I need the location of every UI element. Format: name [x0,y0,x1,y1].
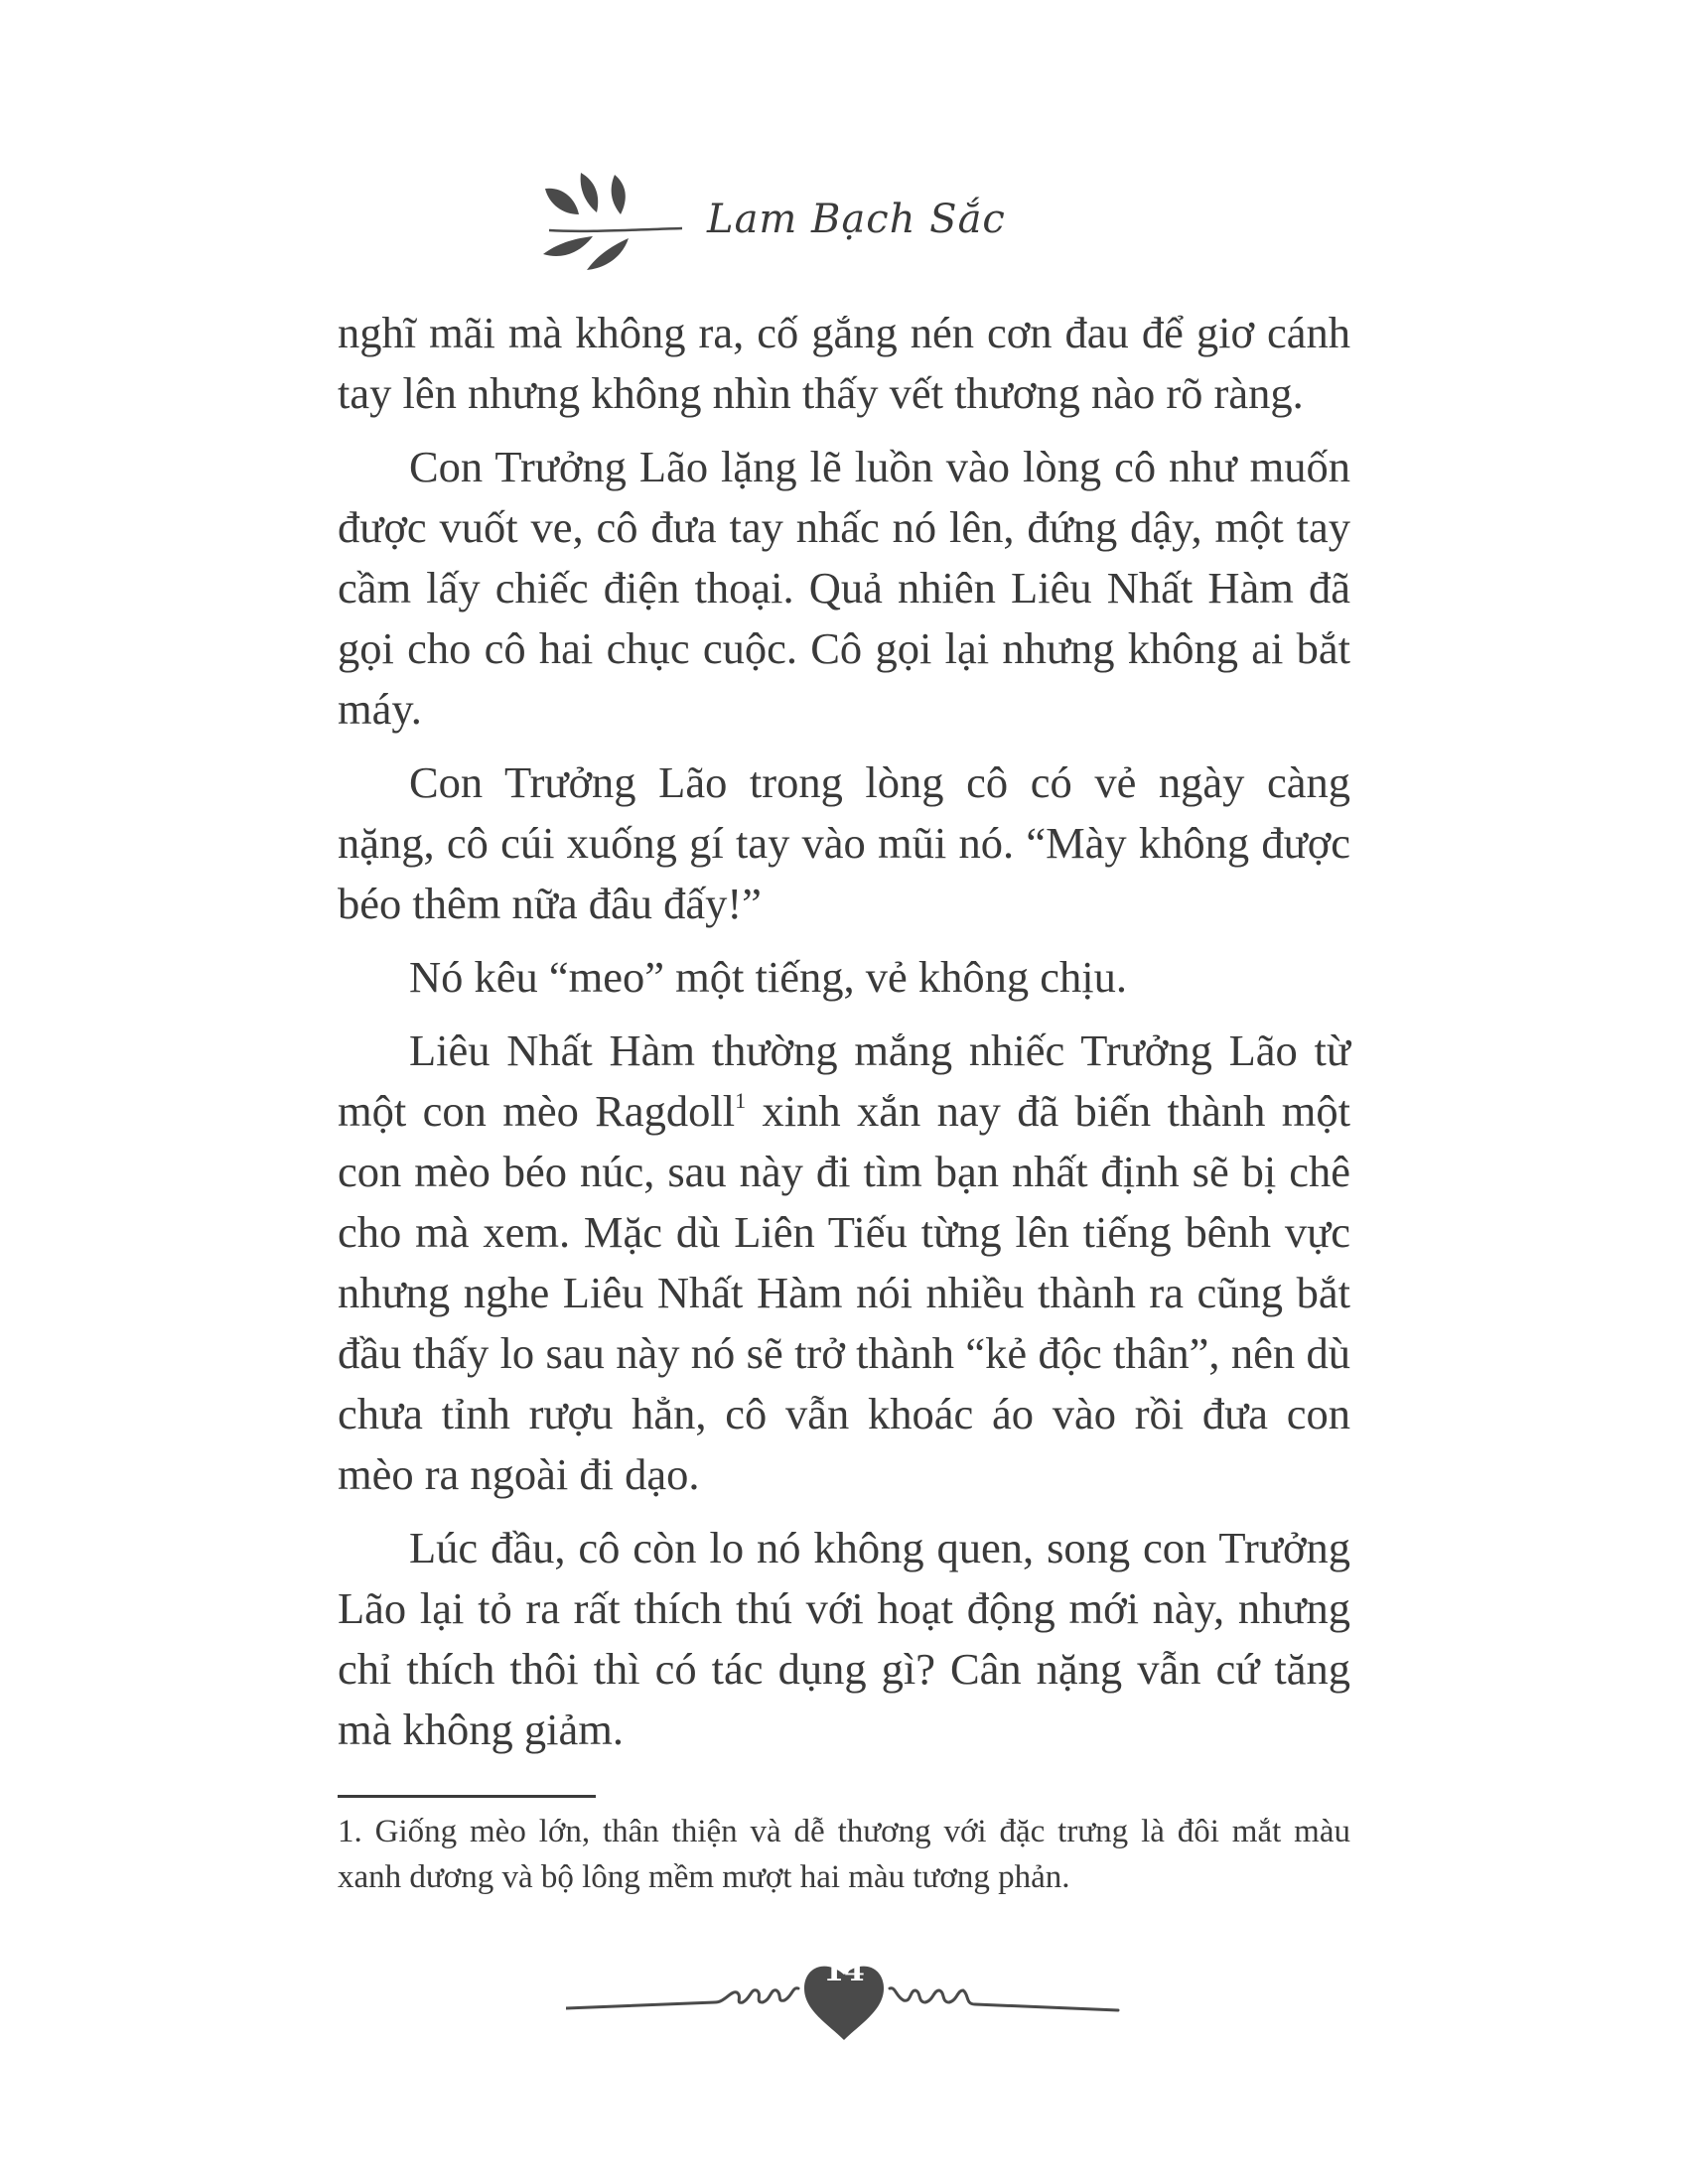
page-header [0,159,1688,278]
paragraph [338,1021,1350,1505]
footnote: 1. Giống mèo lớn, thân thiện và dễ thương với đặc trưng là đôi mắt màu xanh dương và bộ lông mềm mượt hai màu tương phản. [338,1814,1350,1895]
leaf-branch-icon [541,169,690,278]
paragraph-text: Liêu Nhất Hàm thường mắng nhiếc Trưởng Lão từ một con mèo Ragdoll [338,1025,1350,1136]
paragraph-text: xinh xắn nay đã biến thành một con mèo béo núc, sau này đi tìm bạn nhất định sẽ bị chê cho mà xem. Mặc dù Liên Tiếu từng lên tiếng bênh vực nhưng nghe Liêu Nhất Hàm nói nhiều thành ra cũng bắt đầu thấy lo sau này nó sẽ trở thành “kẻ độc thân”, nên dù chưa tỉnh rượu hẳn, cô vẫn khoác áo vào rồi đưa con mèo ra ngoài đi dạo. [338,1086,1350,1499]
page-number: 14 [823,1954,865,1988]
footnote-divider [338,1795,596,1798]
paragraph: Lúc đầu, cô còn lo nó không quen, song con Trưởng Lão lại tỏ ra rất thích thú với hoạt động mới này, nhưng chỉ thích thôi thì có tác dụng gì? Cân nặng vẫn cứ tăng mà không giảm. [338,1523,1350,1754]
paragraph: nghĩ mãi mà không ra, cố gắng nén cơn đau để giơ cánh tay lên nhưng không nhìn thấy vết thương nào rõ ràng. [338,308,1350,418]
author-name: Lam Bạch Sắc [707,197,1006,242]
paragraph: Con Trưởng Lão trong lòng cô có vẻ ngày càng nặng, cô cúi xuống gí tay vào mũi nó. “Mày không được béo thêm nữa đâu đấy!” [338,757,1350,928]
paragraph: Con Trưởng Lão lặng lẽ luồn vào lòng cô như muốn được vuốt ve, cô đưa tay nhấc nó lên, đứng dậy, một tay cầm lấy chiếc điện thoại. Quả nhiên Liêu Nhất Hàm đã gọi cho cô hai chục cuộc. Cô gọi lại nhưng không ai bắt máy. [338,442,1350,734]
footnote-reference: 1 [735,1088,747,1113]
paragraph: Nó kêu “meo” một tiếng, vẻ không chịu. [409,952,1127,1002]
body-text [338,303,1350,1773]
